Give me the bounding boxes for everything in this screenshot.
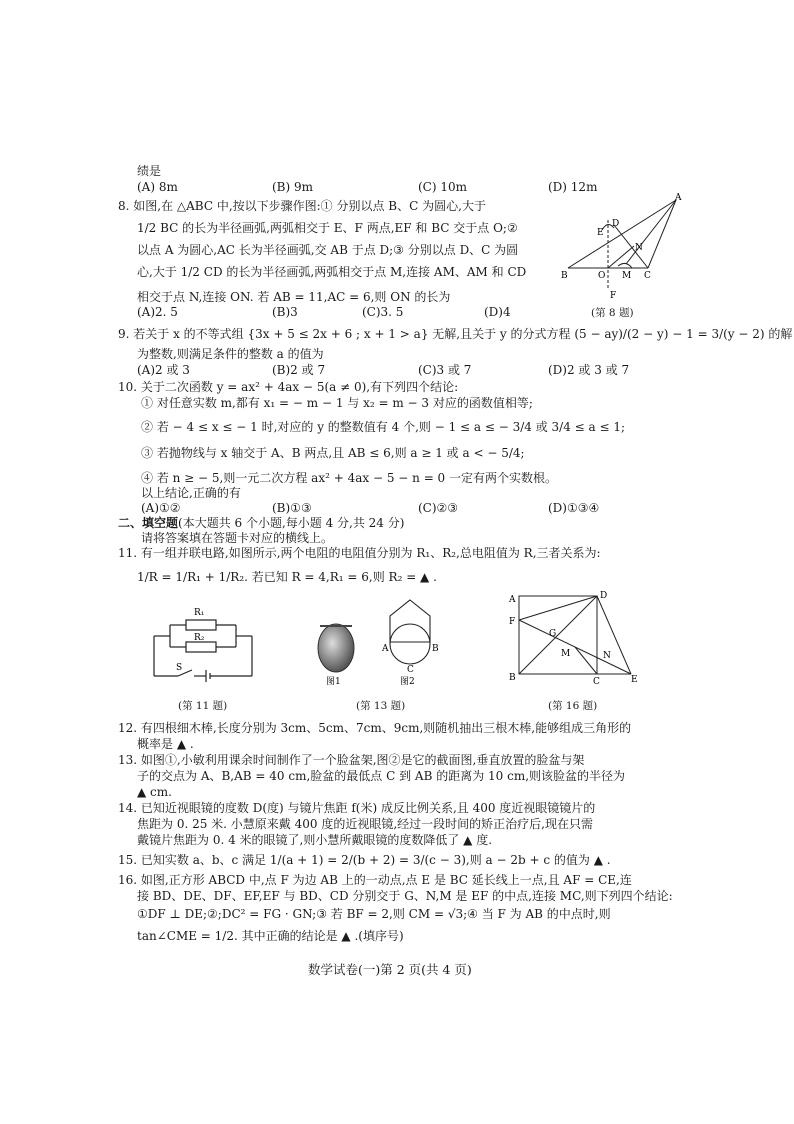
section-2-title: 二、填空题 bbox=[118, 516, 179, 530]
q8-label-o: O bbox=[598, 271, 606, 281]
q11-line-1: 11. 有一组并联电路,如图所示,两个电阻的电阻值分别为 R₁、R₂,总电阻值为 R,三者关系为: bbox=[118, 546, 601, 560]
q8-line-4: 心,大于 1/2 CD 的长为半径画弧,两弧相交于点 M,连接 AM、AM 和 CD bbox=[137, 265, 527, 279]
q9-option-d: (D)2 或 3 或 7 bbox=[548, 363, 630, 377]
q8-label-n: N bbox=[635, 243, 643, 253]
q13-sub2: 图2 bbox=[400, 677, 415, 686]
q10-line-2: ① 对任意实数 m,都有 x₁ = − m − 1 与 x₂ = m − 3 对应的函数值相等; bbox=[141, 396, 533, 410]
q11-label-r2: R₂ bbox=[194, 633, 205, 643]
q10-line-6: 以上结论,正确的有 bbox=[141, 486, 241, 500]
q16-line-3: ①DF ⊥ DE;②;DC² = FG · GN;③ 若 BF = 2,则 CM = √3;④ 当 F 为 AB 的中点时,则 bbox=[137, 907, 611, 921]
q9-line-1: 9. 若关于 x 的不等式组 {3x + 5 ≤ 2x + 6 ; x + 1 > a} 无解,且关于 y 的分式方程 (5 − ay)/(2 − y) − 1 = 3/(y − 2) 的解 bbox=[118, 327, 793, 341]
q8-triangle-figure bbox=[556, 190, 686, 304]
q8-label-a: A bbox=[675, 193, 682, 203]
q13-basin-figure bbox=[310, 596, 450, 686]
section-2-desc: (本大题共 6 个小题,每小题 4 分,共 24 分) bbox=[178, 516, 405, 530]
q14-line-2: 焦距为 0. 25 米. 小慧原来戴 400 度的近视眼镜,经过一段时间的矫正治疗后,现在只需 bbox=[137, 817, 593, 831]
q10-line-4: ③ 若抛物线与 x 轴交于 A、B 两点,且 AB ≤ 6,则 a ≥ 1 或 a < − 5/4; bbox=[141, 446, 525, 460]
q8-label-c: C bbox=[644, 271, 651, 281]
q16-label-n: N bbox=[603, 651, 611, 661]
q16-figure-caption: (第 16 题) bbox=[548, 700, 598, 712]
q9-option-a: (A)2 或 3 bbox=[137, 363, 190, 377]
q7-option-c: (C) 10m bbox=[418, 180, 468, 194]
q16-line-4: tan∠CME = 1/2. 其中正确的结论是 ▲ .(填序号) bbox=[137, 929, 404, 943]
q8-label-d: D bbox=[612, 219, 620, 229]
q11-label-s: S bbox=[176, 663, 183, 673]
q12-line-2: 概率是 ▲ . bbox=[137, 737, 194, 751]
q12-line-1: 12. 有四根细木棒,长度分别为 3cm、5cm、7cm、9cm,则随机抽出三根木棒,能够组成三角形的 bbox=[118, 721, 632, 735]
q13-line-2: 子的交点为 A、B,AB = 40 cm,脸盆的最低点 C 到 AB 的距离为 10 cm,则该脸盆的半径为 bbox=[137, 769, 626, 783]
q11-line-2: 1/R = 1/R₁ + 1/R₂. 若已知 R = 4,R₁ = 6,则 R₂ = ▲ . bbox=[137, 570, 437, 584]
q10-option-a: (A)①② bbox=[141, 501, 181, 515]
q8-option-c: (C)3. 5 bbox=[362, 305, 404, 319]
q8-label-b: B bbox=[561, 271, 568, 281]
q7-option-d: (D) 12m bbox=[548, 180, 598, 194]
q14-line-3: 戴镜片焦距为 0. 4 米的眼镜了,则小慧所戴眼镜的度数降低了 ▲ 度. bbox=[137, 833, 493, 847]
q10-option-d: (D)①③④ bbox=[548, 501, 600, 515]
q7-tail: 绩是 bbox=[137, 164, 162, 178]
q11-figure-caption: (第 11 题) bbox=[178, 700, 228, 712]
q8-option-a: (A)2. 5 bbox=[137, 305, 178, 319]
q13-label-a: A bbox=[382, 644, 389, 654]
q7-option-b: (B) 9m bbox=[272, 180, 314, 194]
q8-line-5: 相交于点 N,连接 ON. 若 AB = 11,AC = 6,则 ON 的长为 bbox=[137, 290, 451, 304]
q8-option-d: (D)4 bbox=[484, 305, 511, 319]
q7-option-a: (A) 8m bbox=[137, 180, 178, 194]
q10-line-1: 10. 关于二次函数 y = ax² + 4ax − 5(a ≠ 0),有下列四个结论: bbox=[118, 380, 459, 394]
q10-option-c: (C)②③ bbox=[418, 501, 459, 515]
q16-line-2: 接 BD、DE、DF、EF,EF 与 BD、CD 分别交于 G、N,M 是 EF 的中点,连接 MC,则下列四个结论: bbox=[137, 889, 673, 903]
q8-label-f: F bbox=[610, 291, 617, 301]
q15-line-1: 15. 已知实数 a、b、c 满足 1/(a + 1) = 2/(b + 2) = 3/(c − 3),则 a − 2b + c 的值为 ▲ . bbox=[118, 853, 611, 867]
q13-sub1: 图1 bbox=[326, 677, 341, 686]
q16-label-c: C bbox=[593, 677, 600, 684]
q9-line-2: 为整数,则满足条件的整数 a 的值为 bbox=[137, 347, 324, 361]
q10-line-5: ④ 若 n ≥ − 5,则一元二次方程 ax² + 4ax − 5 − n = 0 一定有两个实数根。 bbox=[141, 471, 558, 485]
q10-line-3: ② 若 − 4 ≤ x ≤ − 1 时,对应的 y 的整数值有 4 个,则 − 1 ≤ a ≤ − 3/4 或 3/4 ≤ a ≤ 1; bbox=[141, 420, 626, 434]
q8-line-3: 以点 A 为圆心,AC 长为半径画弧,交 AB 于点 D;③ 分别以点 D、C 为圆 bbox=[137, 243, 519, 257]
q9-option-b: (B)2 或 7 bbox=[272, 363, 326, 377]
q11-circuit-figure bbox=[148, 600, 268, 690]
q8-figure-caption: (第 8 题) bbox=[591, 307, 634, 319]
q13-label-c: C bbox=[407, 665, 414, 675]
q13-line-1: 13. 如图①,小敏利用课余时间制作了一个脸盆架,图②是它的截面图,垂直放置的脸盆与架 bbox=[118, 753, 585, 767]
q8-label-e: E bbox=[597, 228, 604, 238]
q16-label-b: B bbox=[509, 673, 516, 683]
q8-option-b: (B)3 bbox=[272, 305, 298, 319]
q14-line-1: 14. 已知近视眼镜的度数 D(度) 与镜片焦距 f(米) 成反比例关系,且 400 度近视眼镜镜片的 bbox=[118, 801, 596, 815]
q8-line-1: 8. 如图,在 △ABC 中,按以下步骤作图:① 分别以点 B、C 为圆心,大于 bbox=[118, 199, 486, 213]
q8-label-m: M bbox=[622, 271, 632, 281]
section-2-instruction: 请将答案填在答题卡对应的横线上。 bbox=[141, 531, 334, 545]
q16-label-d: D bbox=[600, 591, 608, 601]
q11-label-r1: R₁ bbox=[194, 608, 205, 618]
q16-label-e: E bbox=[631, 675, 638, 684]
q16-label-f: F bbox=[509, 617, 516, 627]
q16-label-m: M bbox=[561, 649, 571, 659]
q16-square-figure bbox=[505, 588, 645, 684]
section-2-heading bbox=[118, 515, 404, 531]
q13-line-3: ▲ cm. bbox=[137, 785, 172, 799]
q10-option-b: (B)①③ bbox=[272, 501, 312, 515]
q8-line-2: 1/2 BC 的长为半径画弧,两弧相交于 E、F 两点,EF 和 BC 交于点 O;② bbox=[137, 221, 518, 235]
q13-figure-caption: (第 13 题) bbox=[356, 700, 406, 712]
q9-option-c: (C)3 或 7 bbox=[418, 363, 472, 377]
q13-label-b: B bbox=[432, 644, 439, 654]
page-footer: 数学试卷(一)第 2 页(共 4 页) bbox=[308, 962, 472, 977]
q13-basin-photo bbox=[318, 624, 354, 672]
q16-line-1: 16. 如图,正方形 ABCD 中,点 F 为边 AB 上的一动点,点 E 是 BC 延长线上一点,且 AF = CE,连 bbox=[118, 873, 632, 887]
q16-label-g: G bbox=[549, 629, 557, 639]
q16-label-a: A bbox=[509, 595, 516, 605]
